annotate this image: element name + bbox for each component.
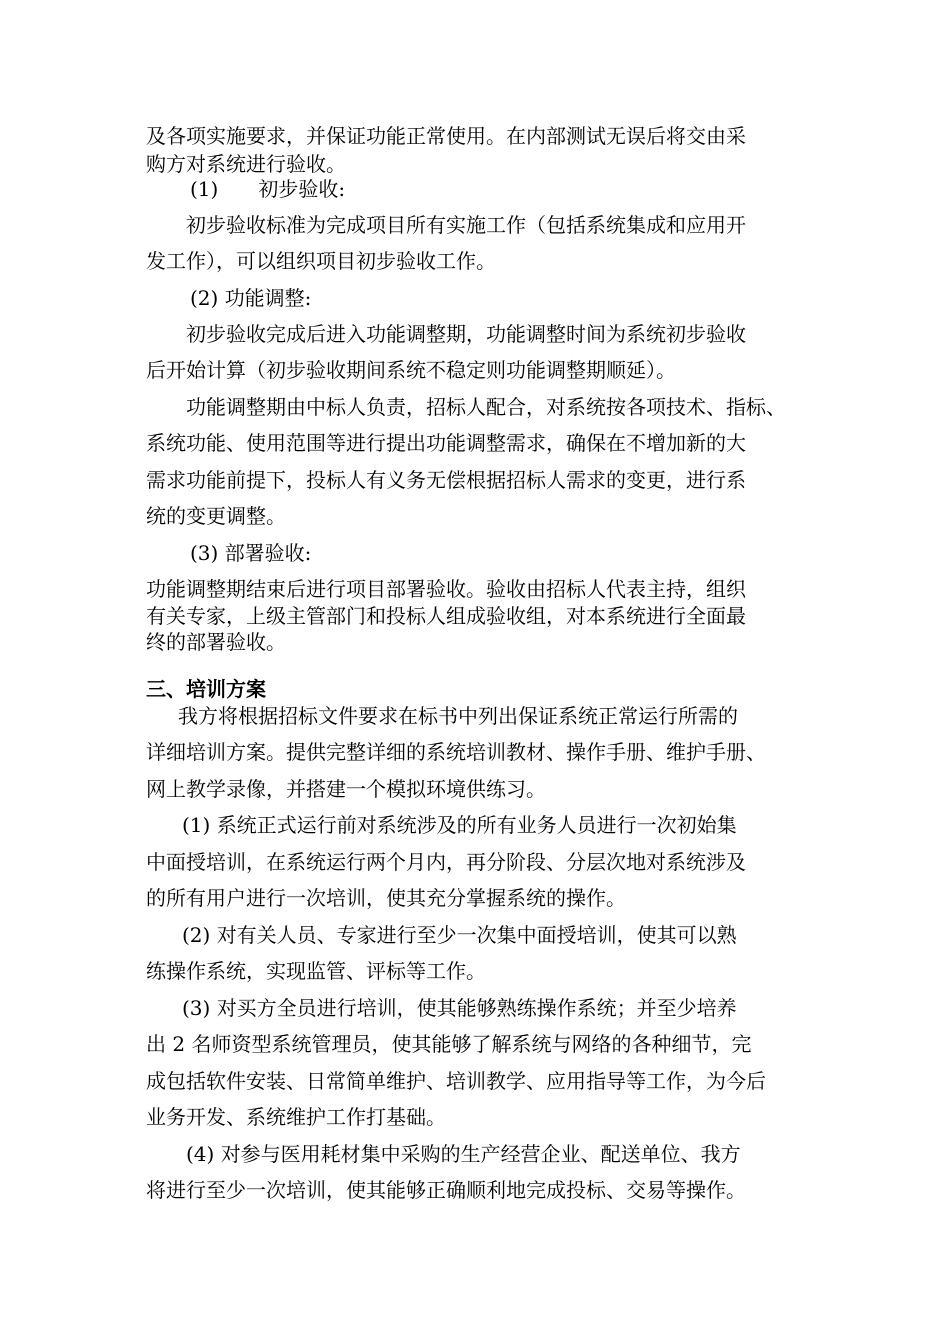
- text-line: 业务开发、系统维护工作打基础。: [146, 1105, 446, 1129]
- text-line: 的所有用户进行一次培训，使其充分掌握系统的操作。: [146, 886, 626, 910]
- text-line: (1) 系统正式运行前对系统涉及的所有业务人员进行一次初始集: [182, 813, 737, 837]
- text-line: 网上教学录像，并搭建一个模拟环境供练习。: [146, 777, 546, 801]
- text-line: (4) 对参与医用耗材集中采购的生产经营企业、配送单位、我方: [186, 1142, 741, 1166]
- text-line: 初步验收完成后进入功能调整期，功能调整时间为系统初步验收: [186, 322, 746, 346]
- subsection-heading: (1) 初步验收:: [190, 177, 346, 201]
- text-line: 练操作系统，实现监管、评标等工作。: [146, 959, 486, 983]
- subsection-heading: (3) 部署验收:: [190, 541, 312, 565]
- text-line: (2) 对有关人员、专家进行至少一次集中面授培训，使其可以熟: [182, 923, 737, 947]
- text-line: 功能调整期结束后进行项目部署验收。验收由招标人代表主持，组织: [146, 577, 746, 601]
- text-line: 统的变更调整。: [146, 504, 286, 528]
- text-line: 购方对系统进行验收。: [146, 152, 346, 176]
- text-line: 终的部署验收。: [146, 630, 286, 654]
- text-line: 需求功能前提下，投标人有义务无偿根据招标人需求的变更，进行系: [146, 468, 746, 492]
- text-line: 后开始计算（初步验收期间系统不稳定则功能调整期顺延）。: [146, 358, 676, 382]
- text-line: 将进行至少一次培训，使其能够正确顺利地完成投标、交易等操作。: [146, 1178, 746, 1202]
- text-line: 成包括软件安装、日常简单维护、培训教学、应用指导等工作，为今后: [146, 1069, 766, 1093]
- text-line: 详细培训方案。提供完整详细的系统培训教材、操作手册、维护手册、: [146, 740, 766, 764]
- text-line: 功能调整期由中标人负责，招标人配合，对系统按各项技术、指标、: [186, 395, 786, 419]
- text-line: (3) 对买方全员进行培训，使其能够熟练操作系统；并至少培养: [182, 996, 737, 1020]
- text-line: 有关专家，上级主管部门和投标人组成验收组，对本系统进行全面最: [146, 604, 746, 628]
- text-line: 及各项实施要求，并保证功能正常使用。在内部测试无误后将交由采: [146, 124, 746, 148]
- text-line: 我方将根据招标文件要求在标书中列出保证系统正常运行所需的: [178, 704, 738, 728]
- section-heading: 三、培训方案: [146, 677, 266, 701]
- text-line: 发工作），可以组织项目初步验收工作。: [146, 249, 496, 273]
- text-line: 出 2 名师资型系统管理员，使其能够了解系统与网络的各种细节，完: [146, 1032, 752, 1056]
- subsection-heading: (2) 功能调整:: [190, 286, 312, 310]
- text-line: 系统功能、使用范围等进行提出功能调整需求，确保在不增加新的大: [146, 431, 746, 455]
- text-line: 初步验收标准为完成项目所有实施工作（包括系统集成和应用开: [186, 213, 746, 237]
- text-line: 中面授培训，在系统运行两个月内，再分阶段、分层次地对系统涉及: [146, 850, 746, 874]
